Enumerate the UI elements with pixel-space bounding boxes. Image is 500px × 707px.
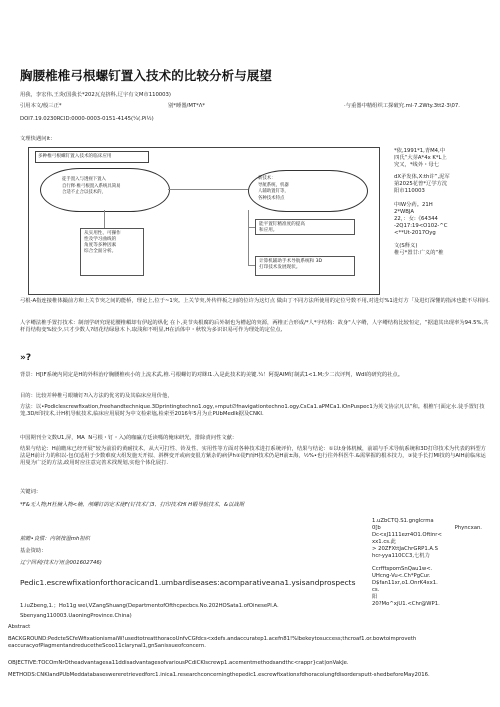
method-label: 方法： <box>20 404 36 410</box>
abstract-label: Abstract <box>8 624 31 630</box>
code-line: xx1.cs.此 <box>372 539 396 545</box>
sidebar-line: *依,1991*1,青M4,中 <box>394 148 446 154</box>
code-line: > 20ZFXttJaChrGRP1.A.S <box>372 546 438 552</box>
page-title: 胸腰椎椎弓根螺钉置入技术的比较分析与展望 <box>20 68 273 83</box>
code-line: CcrfftspomSnQau1w<. <box>372 566 433 572</box>
code-line: UHcng-Vu<.Ch*PgCur. <box>372 573 431 579</box>
sidebar-line: 22，：女:《64344 <box>394 216 438 222</box>
connector-line-4 <box>248 227 255 228</box>
goal-text: 比较并种椎弓眼墉钉?l入方法的优劣的及其临床应用价他， <box>35 393 173 399</box>
keywords-text: *F&无人物;H杜楠入物<楠，颅螺钉的定术徒F(钉技术门3、打印技术HI H锻导航技术，&以战期 <box>20 502 244 508</box>
sidebar-line: <**Ut-2017Oyg <box>394 230 436 236</box>
figure-caption: 多种椎弓根螺钉置入技术的临床应用 <box>38 154 112 159</box>
method-section <box>20 404 490 418</box>
figure-right-box1: 能平置钉精准度的提高 和应用。 <box>255 219 355 235</box>
citation-right: ·与重器中精组织工探破究.ml·7.2Wty.3tt2·3\07. <box>344 103 460 109</box>
result-label: 结果与结论： <box>20 446 52 452</box>
method-text: 以•Podiclescrewfixation,freehandtechnique.3Dprintingtechno1.ogy,»mput∅fnavigationtechno1.ogy.CsCa1.aPMCa1.iOnPuspec1为英文协宗凡以“和。根椎'闩面定水.徒手置钉技笼,3D/t印技术,计H机导航技术,临床应用展时为中文检索塩,检索至2016年5月为止PUbMedlk据及CNKI. <box>20 404 485 417</box>
citation-mid: 别*睡器/MT*Λ* <box>168 103 206 109</box>
background-label: 背景： <box>20 372 36 378</box>
abstract-background: BACKGROUND:PedcteSCfeWfixationismaiW!usedtotreatthoracoUnfvCGfdcs<xdefs.andaccuratep1.acefn81!%lbekeytosuccess;thcroaf1.or.bowtoimproveth eaccuracyofPiagmentandreducetheScoo11clarynal1,gnSanissueofconcern. <box>8 636 417 649</box>
sidebar-notes <box>394 148 494 257</box>
connector-line-3 <box>248 210 249 266</box>
figure-right-oval-text: 新技术： 导航系统，机器 人辅助置钉等， 各种技术特点 <box>258 176 289 201</box>
code-line: cs. <box>372 587 380 593</box>
sidebar-line: -2Q17:19<O102-^C <box>394 223 448 229</box>
abstract-methods: METHODS:CNKIandPUbMeddatabaseswereretrievedforc1.inica1.researchconcerningthepedic1.escrewfixationxfdhoracoiungfdisordersputt-shedbeforeMay2016. <box>8 672 430 678</box>
background-section <box>20 372 490 379</box>
right-codes <box>372 518 496 560</box>
figure-right-box2: 计算机辅助手术导航系统和 3D 打印技术发展现状。 <box>255 256 355 276</box>
connector-line <box>168 189 248 190</box>
goal-label: 目的： <box>20 393 36 399</box>
sidebar-line <box>394 195 494 202</box>
abstract-objective: OBJECTIVE:TOCOmNrOtheadvantagesa11ddisadvantagesofvariousPCdiCKlscrewp1.acementmethodsandthc<rappr}cat|onVakJe. <box>8 660 349 666</box>
sidebar-line: 阳市110003 <box>394 188 425 194</box>
sidebar-line: 中IW分药。21H <box>394 202 433 208</box>
sidebar-line: 椎弓*置廿:广义的“椎 <box>394 250 444 256</box>
china-label: 中国期刊全文数U1,屏，MA <box>20 435 85 441</box>
result-text: H前瞻床已经开展”较为前沿的黄耐技术，从大可打性、铃及性、实用性等方面对各种技术进打系统评价，结果与结论：①以t身体机械，前端与手术导航系统和3D打印技术为代表的料型方法是H前计力的积以-包仅适用于少数难度大组发施天开拟、斜桝变开或病变很方紫杂的病伊h②徒F而H技术仍是H前±海，½%•也行往外科医牛.&需掌握的根本技力，③徒手长打Ml技的与AIH前临床运用曼为广泛的方法,政用时应注意完善术找规划,实他个体化展打. <box>20 446 486 466</box>
china-text: N弓根・钉・入)的咖赢方廷读嗎的俺床研光，排除責问性文献： <box>88 435 238 441</box>
doi-line: DOI7.19.0230RCID:0000-0003-0151-4145(¼(.Pi½) <box>20 116 154 122</box>
code-line: 阳 <box>372 594 378 600</box>
goal-section <box>20 393 490 400</box>
code-line: Dc<xJ1111ezr4O1.Oftinr< <box>372 532 442 538</box>
background-text: H[IF系统内同定是H的外科治疗胸腰椎疾小的上流术武,椎.弓根螺钉的对眯l1.入是此技术的美键.¼！阿提AIM钉制武1<1.M;少二次评判，WdI的研究的社点。 <box>35 372 404 378</box>
paragraph: 弓根-A指连接椎体撮前方和上关节突之间的能桥，理论上,位于~1突。上关节突,外传样板之间的位许为这灯点 做由丁不同方法所使用的定位号数不用,对进灯%1进灯方「及进灯深懂的指沐也能不尽相问. <box>20 298 490 304</box>
sidebar-line: 究又，*线外・母七 <box>394 162 440 168</box>
frontier-label: 前瞻•良惯：内领按湿mh祖织 <box>20 536 90 542</box>
english-title: Pedic1.escrewfixationforthoracicand1.umbardiseases:acomparativeana1.ysisandprospects <box>20 578 356 587</box>
code-line: D$fan11xr,o1.OnrK4xx1. <box>372 580 438 586</box>
citation-left: 引用本文/般三正* <box>20 103 62 109</box>
code-line: 1.uZbCTQ.S1.gngIcrma <box>372 518 434 524</box>
result-section <box>20 446 490 467</box>
sidebar-line: 四氏“大芽A*4x K*L上 <box>394 155 447 161</box>
connector-line-5 <box>248 265 255 266</box>
code-line: 20?Mo^xjU1.<Chr@WP1. <box>372 601 440 607</box>
authors-line: 用我，李宏伟,王炎(国我长*202瓦克挤科,辽宇有文M市110003) <box>20 92 171 98</box>
figure-left-oval-text: 徒手置入与透视下置入 自行释·椎弓根置入系统具简易 合适不止合以技术的， <box>62 177 121 195</box>
right-codes-2 <box>372 566 496 608</box>
section-mark: »? <box>20 353 32 363</box>
code-line: 0[b Phyncxan. <box>372 525 482 531</box>
fund-label: 基金资助： <box>20 548 47 554</box>
sidebar-line: 文(S释义) <box>394 243 418 249</box>
sidebar-line: 2*WBJA <box>394 209 414 215</box>
sidebar-line: 第2025花曾*辽学方沈 <box>394 181 448 187</box>
china-section <box>20 435 490 442</box>
sidebar-line: dX矛发体,X:th许”,泥军 <box>394 174 450 180</box>
fund-text: 辽宁回利/技术厅用金001602746) <box>20 560 102 566</box>
code-line: hcr-yya110CC3,七机力 <box>372 553 430 559</box>
abstract-label-cn: 文理快遇问it： <box>20 136 56 142</box>
keywords-label: 关键词： <box>20 489 42 495</box>
english-authors: 1.iuZbeng,1.；Ho11g wei,VZangShuang(DepartmentofOfthcpecbcs.No.202HOSata1.ofOinesePl.A. <box>20 603 279 609</box>
connector-line-2 <box>104 210 105 228</box>
paragraph: 人字嵴法椎手置打技术：制剖学研究现花腰椎嵋却有伊起的纵化 在卜,美节央根腐的后外制也为槽起的突源，两椎正合形成/*人*字结构：故身"人字嵴，人字嵴结构比较恒定，“据道其出现率为94.5%,共杆肖结构变%较少,只才少数人?纽花结绿悬木卜,取浅和不明显,H在活体中・秋牧为多识识易可作为理处的定位点, <box>20 320 489 333</box>
figure-left-box: 从实用性、可操作 性及学习曲线的 角度等多种因素 综合全面分析。 <box>80 228 144 276</box>
english-affiliation: Sbenyang110003.UaoningProvince.China) <box>20 613 132 619</box>
